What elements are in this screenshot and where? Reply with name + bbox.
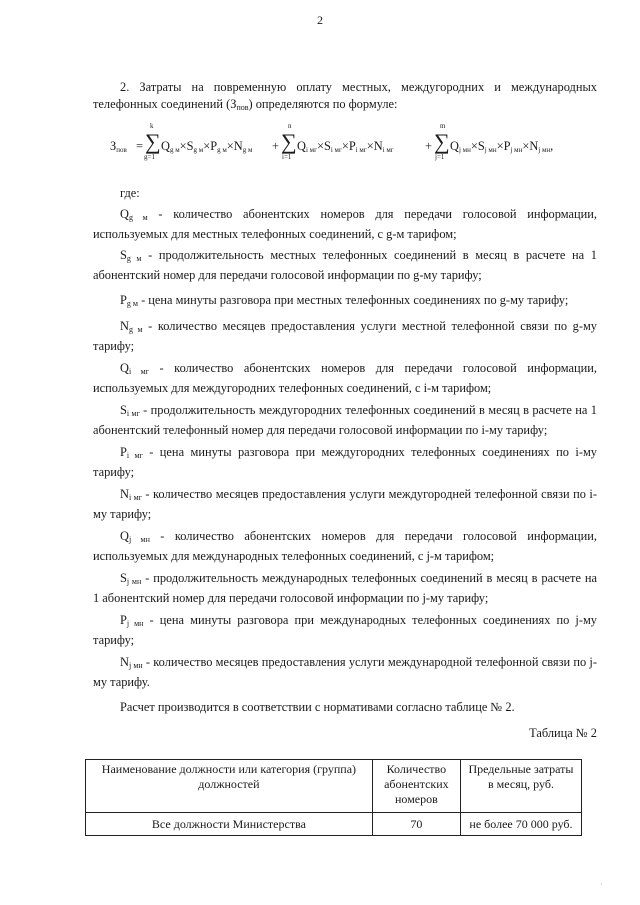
definition-item: $S_{i мг}$ - продолжительность междугородних телефонных соединений в месяц в расчете на 1 абонентский телефонный номер для передачи голосовой информации по i-му тарифу; xyxy=(93,403,597,437)
definition-item: $P_{g м}$ - цена минуты разговора при местных телефонных соединениях по g-му тарифу; xyxy=(120,293,569,308)
where-label: где: xyxy=(120,186,140,200)
definition-item: $P_{j мн}$ - цена минуты разговора при международных телефонных соединениях по j-му тарифу; xyxy=(93,613,597,647)
definition-item: $Q_{g м}$ - количество абонентских номеров для передачи голосовой информации, используемых для местных телефонных соединений, с g-м тарифом; xyxy=(93,207,597,241)
table-cell: 70 xyxy=(372,813,460,836)
definition-item: $N_{i мг}$ - количество месяцев предоставления услуги междугородней телефонной связи по i-му тарифу; xyxy=(93,487,597,521)
table-cell: не более 70 000 руб. xyxy=(460,813,581,836)
norms-table xyxy=(85,759,582,836)
calc-note: Расчет производится в соответствии с нормативами согласно таблице № 2. xyxy=(120,700,515,714)
page-number: 2 xyxy=(317,13,323,27)
table-caption: Таблица № 2 xyxy=(529,726,597,740)
sum-symbol-1: ∑ xyxy=(145,129,161,154)
table-header-cell: Наименование должности или категория (группа) должностей xyxy=(86,760,373,813)
definition-item: $Q_{j мн}$ - количество абонентских номеров для передачи голосовой информации, используемых для международных телефонных соединений, с j-м тарифом; xyxy=(93,529,597,563)
definition-item: $N_{j мн}$ - количество месяцев предоставления услуги международной телефонной связи по j-му тарифу. xyxy=(93,655,597,689)
definition-item: $N_{g м}$ - количество месяцев предоставления услуги местной телефонной связи по g-му тарифу; xyxy=(93,319,598,353)
table-header-row xyxy=(86,760,582,813)
term-group-1: Qg м×Sg м×Pg м×Ng м xyxy=(161,139,253,154)
scan-mark: · xyxy=(600,880,603,889)
cost-formula: Зпов = k ∑ g=1 Qg м×Sg м×Pg м×Ng м + n ∑ i=1 Qi мг×Si мг×Pi мг×Ni мг + m ∑ j=1 Qj мн×Sj мн×Pj мн×Nj мн, xyxy=(110,122,554,161)
definition-item: $S_{j мн}$ - продолжительность международных телефонных соединений в месяц в расчете на 1 абонентский номер для передачи голосовой информации по j-му тарифу; xyxy=(93,571,597,605)
table-cell: Все должности Министерства xyxy=(86,813,373,836)
definition-item: $Q_{i мг}$ - количество абонентских номеров для передачи голосовой информации, используемых для междугородних телефонных соединений, с i-м тарифом; xyxy=(93,361,597,395)
term-group-2: Qi мг×Si мг×Pi мг×Ni мг xyxy=(297,139,394,154)
definition-item: $S_{g м}$ - продолжительность местных телефонных соединений в месяц в расчете на 1 абонентский номер для передачи голосовой информации по g-му тарифу; xyxy=(93,248,598,282)
term-group-3: Qj мн×Sj мн×Pj мн×Nj мн, xyxy=(450,139,554,154)
definition-item: $P_{i мг}$ - цена минуты разговора при междугородних телефонных соединениях по i-му тарифу; xyxy=(93,445,597,479)
sum-symbol-3: ∑ xyxy=(434,129,450,154)
intro-paragraph: 2. Затраты на повременную оплату местных, междугородних и международных телефонных соединений $(З_{пов})$ определяются по формуле: xyxy=(93,80,597,112)
table-header-cell: Предельные затраты в месяц, руб. xyxy=(460,760,581,813)
table-header-cell: Количество абонентских номеров xyxy=(372,760,460,813)
sum-symbol-2: ∑ xyxy=(281,129,297,154)
table-row xyxy=(86,813,582,836)
